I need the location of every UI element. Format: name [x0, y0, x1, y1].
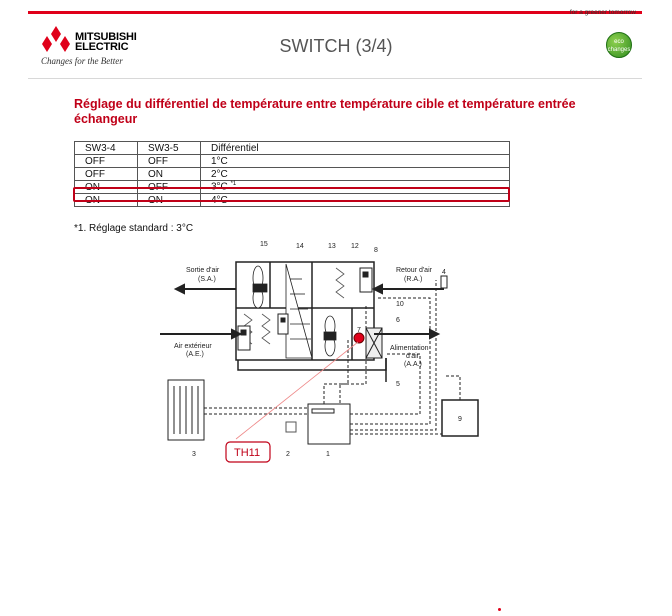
system-diagram	[140, 234, 500, 466]
controller-box	[308, 404, 350, 444]
top-accent-bar	[28, 11, 642, 14]
label-6: 6	[396, 317, 400, 324]
outdoor-unit	[168, 380, 204, 440]
label-13: 13	[328, 243, 336, 250]
label-5: 5	[396, 381, 400, 388]
table-cell: 1°C	[201, 155, 510, 168]
sensor-4	[441, 276, 447, 288]
table-cell: ON	[138, 194, 201, 207]
table-cell: OFF	[138, 155, 201, 168]
label-3: 3	[192, 451, 196, 458]
table-cell: 2°C	[201, 168, 510, 181]
retour-label: Retour d'air	[396, 267, 432, 274]
label-10: 10	[396, 301, 404, 308]
retour-abbr: (R.A.)	[404, 276, 423, 283]
label-8: 8	[374, 247, 378, 254]
alim-label-line1: Alimentation	[390, 345, 429, 352]
table-cell: ON	[75, 181, 138, 194]
alim-label-line2: d'air	[406, 353, 420, 360]
header-cell: SW3-4	[75, 142, 138, 155]
eco-tagline: for a greener tomorrow	[569, 9, 636, 16]
brand-name: MITSUBISHI ELECTRIC	[75, 31, 137, 53]
temperature-sensor	[354, 333, 364, 343]
table-row	[75, 155, 510, 168]
label-2: 2	[286, 451, 290, 458]
page-title: SWITCH (3/4)	[279, 36, 393, 56]
section-title: Réglage du différentiel de température entre température cible et température entrée échangeur	[74, 97, 576, 126]
footnote-marker: *1	[230, 181, 237, 188]
header-cell: SW3-5	[138, 142, 201, 155]
sortie-label: Sortie d'air	[186, 267, 220, 274]
table-cell: ON	[75, 194, 138, 207]
eco-logo	[606, 32, 632, 58]
header-divider	[28, 78, 642, 79]
th11-callout-label: TH11	[234, 447, 261, 459]
table-cell: OFF	[138, 181, 201, 194]
label-9: 9	[458, 416, 462, 423]
header-cell: Différentiel	[201, 142, 510, 155]
label-4: 4	[442, 269, 446, 276]
table-header-row	[75, 142, 510, 155]
table-cell: OFF	[75, 168, 138, 181]
label-14: 14	[296, 243, 304, 250]
footnote: *1. Réglage standard : 3°C	[74, 223, 194, 234]
eco-changes-badge: eco changes	[606, 32, 632, 58]
exterieur-abbr: (A.E.)	[186, 351, 204, 358]
sortie-abbr: (S.A.)	[198, 276, 216, 283]
remote-controller	[286, 422, 296, 432]
table-row	[75, 168, 510, 181]
table-cell: 4°C	[201, 194, 510, 207]
label-12: 12	[351, 243, 359, 250]
label-15: 15	[260, 241, 268, 248]
label-7: 7	[357, 327, 361, 334]
red-dot	[498, 608, 501, 611]
exterieur-label: Air extérieur	[174, 343, 212, 350]
cell-value: 3°C	[211, 181, 228, 193]
row-highlight-box	[73, 187, 510, 202]
brand-tagline: Changes for the Better	[41, 56, 123, 66]
table-cell: ON	[138, 168, 201, 181]
label-1: 1	[326, 451, 330, 458]
heat-exchanger	[366, 328, 382, 358]
alim-abbr: (A.A.)	[404, 361, 422, 368]
table-cell: OFF	[75, 155, 138, 168]
